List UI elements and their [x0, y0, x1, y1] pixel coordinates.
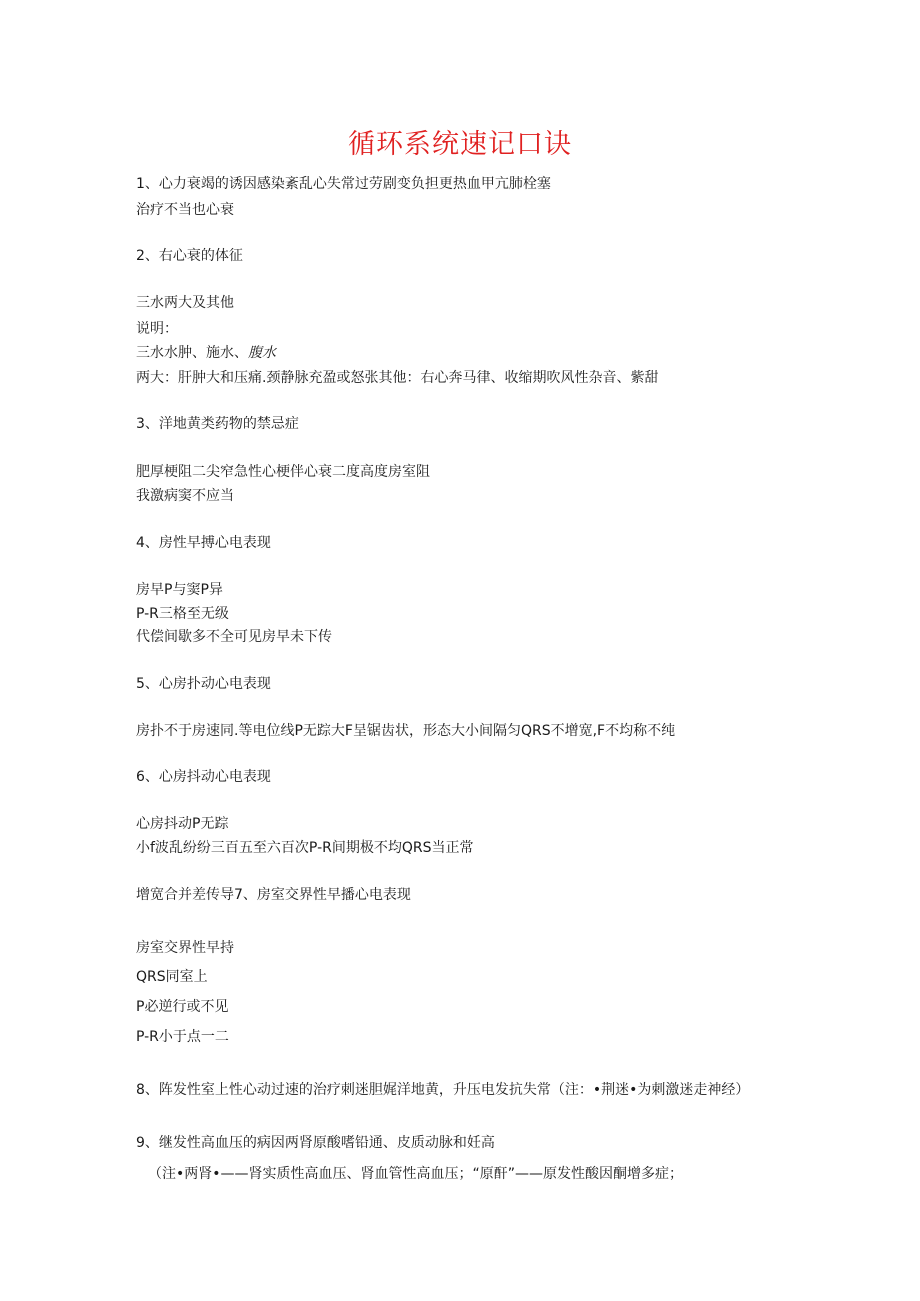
section-heading: 5、心房扑动心电表现 — [136, 676, 271, 692]
text-line: 说明： — [136, 321, 178, 337]
text-line: 房室交界性早持 — [136, 940, 234, 956]
text-line: 增宽合并差传导7、房室交界性早播心电表现 — [136, 887, 411, 903]
section-heading: 9、继发性高血压的病因两肾原酸嗜铅通、皮质动脉和妊高 — [136, 1135, 495, 1151]
text-line: 小f波乱纷纷三百五至六百次P-R间期极不均QRS当正常 — [136, 840, 474, 856]
text-line: 1、心力衰竭的诱因感染紊乱心失常过劳剧变负担更热血甲亢肺栓塞 — [136, 176, 551, 192]
section-heading: 6、心房抖动心电表现 — [136, 769, 271, 785]
text-line: （注•两肾•——肾实质性高血压、肾血管性高血压；“原酐”——原发性酸因酮增多症； — [148, 1166, 684, 1182]
text-line: QRS同室上 — [136, 969, 208, 985]
text-line: 我激病窦不应当 — [136, 488, 234, 504]
text-line: 心房抖动P无踪 — [136, 816, 229, 832]
text-line: P必逆行或不见 — [136, 999, 229, 1015]
section-heading: 8、阵发性室上性心动过速的治疗刺迷胆娓洋地黄，升压电发抗失常（注：•荆迷•为刺激迷走神经） — [136, 1082, 750, 1098]
text-line: P-R三格至无级 — [136, 606, 229, 622]
section-heading: 4、房性早搏心电表现 — [136, 535, 271, 551]
text-line: 两大：肝肿大和压痛.颈静脉充盈或怒张其他：右心奔马律、收缩期吹风性杂音、紫甜 — [136, 370, 659, 386]
text-segment: 三水水肿、施水、 — [136, 345, 248, 361]
text-line: P-R小于点一二 — [136, 1029, 229, 1045]
text-line: 治疗不当也心衰 — [136, 202, 234, 218]
text-line: 肥厚梗阻二尖窄急性心梗伴心衰二度高度房室阻 — [136, 464, 430, 480]
text-line — [136, 344, 276, 362]
text-line: 房早P与窦P异 — [136, 582, 223, 598]
text-segment-italic: 腹水 — [248, 345, 276, 361]
text-line: 三水两大及其他 — [136, 295, 234, 311]
section-heading: 3、洋地黄类药物的禁忌症 — [136, 416, 299, 432]
text-line: 代偿间歇多不全可见房早未下传 — [136, 629, 332, 645]
document-title: 循环系统速记口诀 — [348, 129, 572, 160]
text-line: 房扑不于房速同.等电位线P无踪大F呈锯齿状，形态大小间隔匀QRS不增宽,F不均称不纯 — [136, 723, 676, 739]
section-heading: 2、右心衰的体征 — [136, 248, 243, 264]
